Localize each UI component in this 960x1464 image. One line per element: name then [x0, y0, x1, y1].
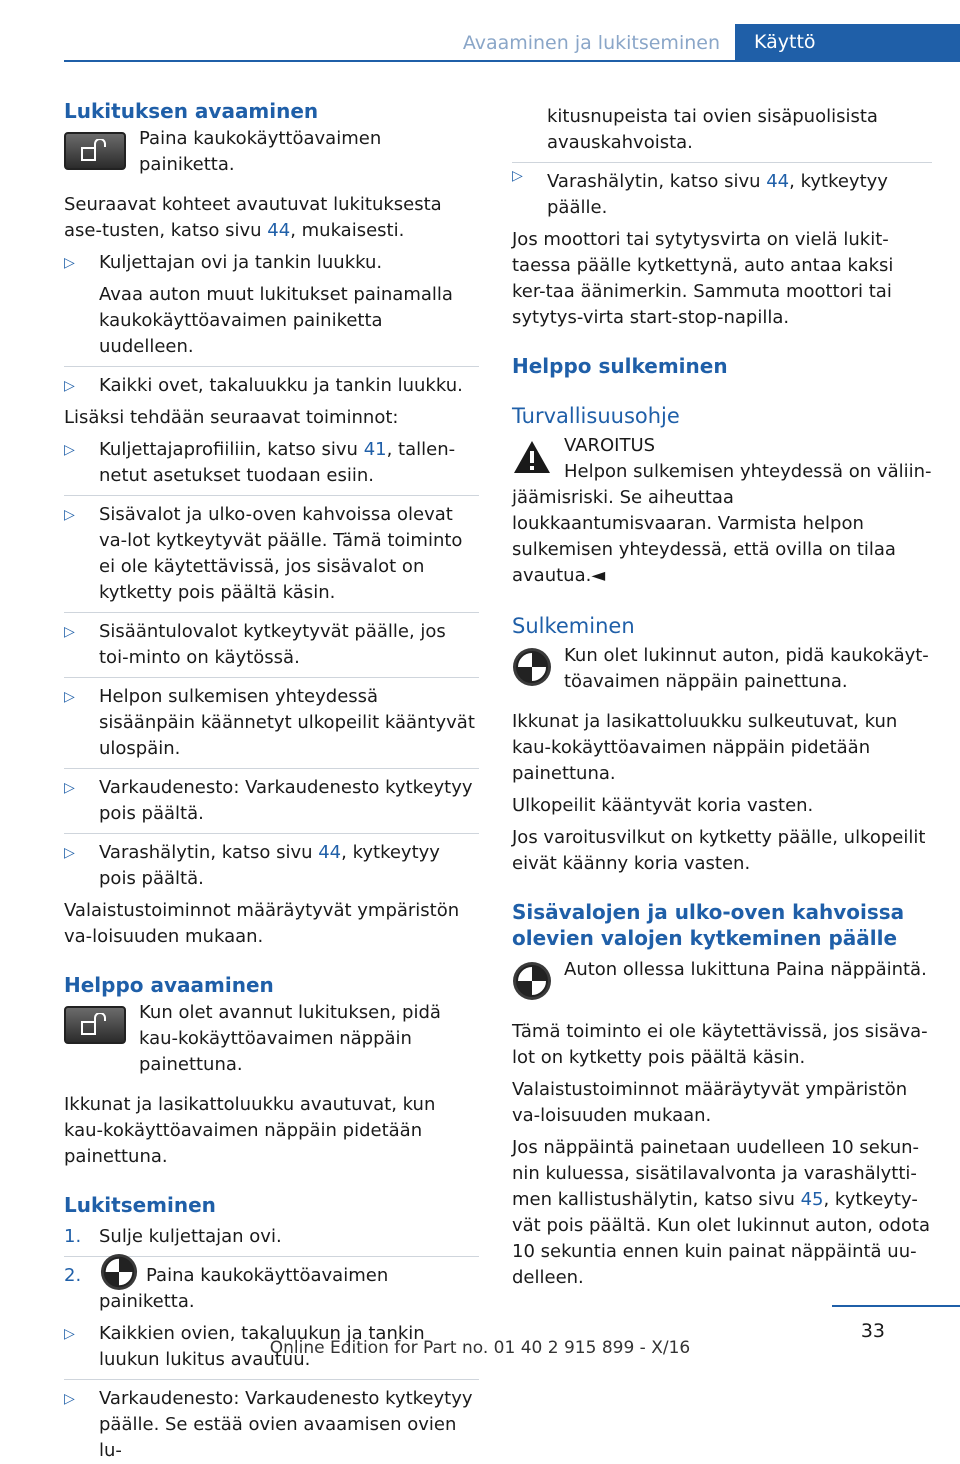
close-paragraph: Ikkunat ja lasikattoluukku sulkeutuvat, kun kau-kokäyttöavaimen näppäin pidetään painettuna.	[512, 711, 898, 784]
mirrors-paragraph: Ulkopeilit kääntyvät koria vasten.	[512, 795, 814, 816]
bmw-key-icon	[512, 647, 552, 687]
list-item: ▷ Varashälytin, katso sivu 44, kytkeytyy päälle.	[512, 162, 932, 221]
easy-open-instruction	[64, 1000, 479, 1078]
heading-unlock: Lukituksen avaaminen	[64, 99, 319, 123]
left-column	[64, 98, 479, 1464]
list-item: ▷ Sisääntulovalot kytkeytyvät päälle, jos toi-minto on käytössä.	[64, 612, 479, 671]
page-link[interactable]: 41	[363, 439, 387, 460]
close-instruction	[512, 643, 932, 695]
heading-easy-open: Helppo avaaminen	[64, 973, 274, 997]
list-item: ▷ Kuljettajaprofiiliin, katso sivu 41, tallen-netut asetukset tuodaan esiin.	[64, 437, 479, 489]
header-chapter-tab[interactable]: Käyttö	[735, 24, 960, 61]
heading-lights: Sisävalojen ja ulko-oven kahvoissa olevien valojen kytkeminen päälle	[512, 900, 905, 950]
page-link[interactable]: 45	[800, 1189, 824, 1210]
heading-safety: Turvallisuusohje	[512, 404, 680, 428]
lights-paragraph-2: Valaistustoiminnot määräytyvät ympäristön va-loisuuden mukaan.	[512, 1079, 908, 1126]
heading-easy-close: Helppo sulkeminen	[512, 354, 728, 378]
lock-steps	[64, 1224, 479, 1315]
warning-block	[512, 433, 932, 589]
list-item: ▷ Kaikkien ovien, takaluukun ja tankin luukun lukitus avautuu.	[64, 1321, 479, 1373]
lights-paragraph-1: Tämä toiminto ei ole käytettävissä, jos sisäva-lot on kytketty pois päältä käsin.	[512, 1021, 928, 1068]
close-icon-text: Kun olet lukinnut auton, pidä kaukokäyt-töavaimen näppäin painettuna.	[564, 645, 929, 692]
list-item: ▷ Helpon sulkemisen yhteydessä sisäänpäin käännetyt ulkopeilit kääntyvät ulospäin.	[64, 677, 479, 762]
list-item: ▷ Varashälytin, katso sivu 44, kytkeytyy pois päältä.	[64, 833, 479, 892]
bmw-key-icon	[512, 961, 552, 1001]
unlock-key-icon	[64, 132, 126, 170]
list-item: ▷ Varkaudenesto: Varkaudenesto kytkeytyy päälle. Se estää ovien avaamisen ovien lu-	[64, 1379, 479, 1464]
lights-paragraph-3: Jos näppäintä painetaan uudelleen 10 sekun-nin kuluessa, sisätilavalvonta ja varashälytti-men kallistushälytin, katso sivu 45, kytkeyty-vät pois päältä. Kun olet lukinnut auton, odota 10 sekuntia ennen kuin painat näppäintä uu-delleen.	[512, 1137, 931, 1288]
unlock-instruction	[64, 126, 479, 178]
lights-icon-text: Auton ollessa lukittuna Paina näppäintä.	[564, 959, 927, 980]
footer-rule	[832, 1305, 960, 1307]
lights-instruction	[512, 957, 932, 1005]
right-column	[512, 104, 932, 1291]
unlock-paragraph: Seuraavat kohteet avautuvat lukituksesta ase-tusten, katso sivu 44, mukaisesti.	[64, 194, 442, 241]
heading-lock: Lukitseminen	[64, 1193, 216, 1217]
page-number: 33	[860, 1320, 885, 1342]
list-item: ▷ Varkaudenesto: Varkaudenesto kytkeytyy pois päältä.	[64, 768, 479, 827]
list-item: ▷ Kuljettajan ovi ja tankin luukku. Avaa auton muut lukitukset painamalla kaukokäyttöavaimen painiketta uudelleen.	[64, 250, 479, 360]
list-item: ▷ Kaikki ovet, takaluukku ja tankin luukku.	[64, 366, 479, 399]
warning-text: Helpon sulkemisen yhteydessä on väliin-jäämisriski. Se aiheuttaa loukkaantumisvaaran. Varmista helpon sulkemisen yhteydessä, että ovilla on tilaa avautua.◄	[512, 461, 932, 586]
unlock-list	[64, 250, 479, 399]
engine-warning-paragraph: Jos moottori tai sytytysvirta on vielä lukit-taessa päälle kytkettynä, auto antaa kaksi ker-taa äänimerkin. Sammuta moottori tai sytytys-virta start-stop-napilla.	[512, 229, 894, 328]
warning-triangle-icon	[512, 439, 552, 475]
functions-intro: Lisäksi tehdään seuraavat toiminnot:	[64, 407, 399, 428]
easy-open-icon-text: Kun olet avannut lukituksen, pidä kau-kokäyttöavaimen näppäin painettuna.	[139, 1002, 441, 1075]
header-rule	[64, 60, 960, 62]
bmw-key-icon	[100, 1253, 138, 1291]
alarm-list	[512, 162, 932, 221]
warning-title: VAROITUS	[564, 435, 656, 456]
page-link[interactable]: 44	[267, 220, 291, 241]
page-link[interactable]: 44	[318, 842, 342, 863]
continued-text: kitusnupeista tai ovien sisäpuolisista avauskahvoista.	[547, 106, 878, 153]
lighting-note: Valaistustoiminnot määräytyvät ympäristön va-loisuuden mukaan.	[64, 900, 460, 947]
header-section-title: Avaaminen ja lukitseminen	[462, 32, 720, 54]
step-item: 1. Sulje kuljettajan ovi.	[64, 1226, 282, 1247]
heading-close: Sulkeminen	[512, 614, 635, 638]
functions-list	[64, 437, 479, 892]
unlock-key-icon	[64, 1006, 126, 1044]
step-item: 2. Paina kaukokäyttöavaimen painiketta.	[64, 1256, 479, 1315]
page-link[interactable]: 44	[766, 171, 790, 192]
footer-edition: Online Edition for Part no. 01 40 2 915 899 - X/16	[269, 1338, 691, 1358]
hazard-paragraph: Jos varoitusvilkut on kytketty päälle, ulkopeilit eivät käänny koria vasten.	[512, 827, 926, 874]
list-item: ▷ Sisävalot ja ulko-oven kahvoissa olevat va-lot kytkeytyvät päälle. Tämä toiminto ei ole käytettävissä, jos sisävalot on kytketty pois päältä käsin.	[64, 495, 479, 606]
easy-open-paragraph: Ikkunat ja lasikattoluukku avautuvat, kun kau-kokäyttöavaimen näppäin pidetään painettuna.	[64, 1094, 436, 1167]
unlock-icon-text: Paina kaukokäyttöavaimen painiketta.	[139, 128, 382, 175]
